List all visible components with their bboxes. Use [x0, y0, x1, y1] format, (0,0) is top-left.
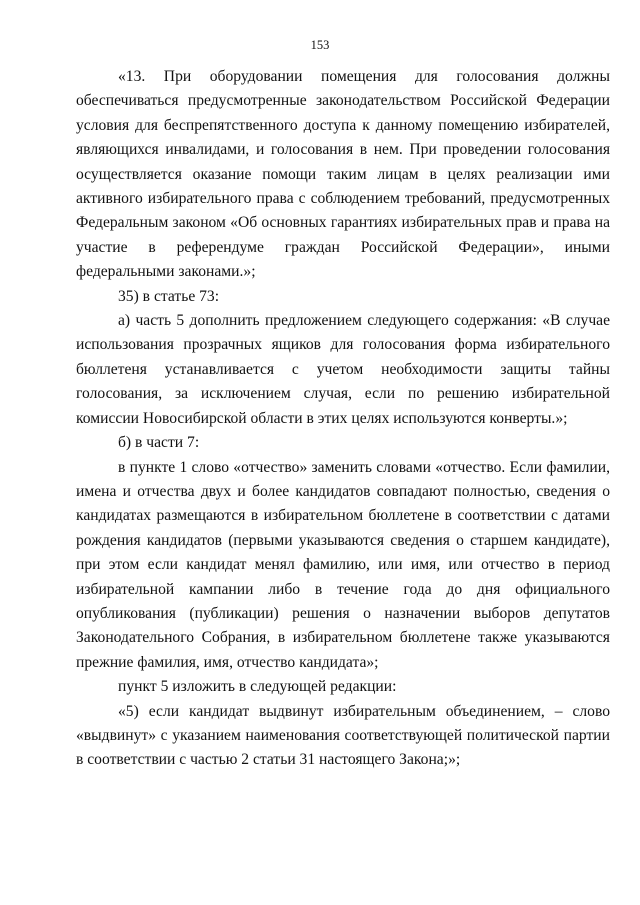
paragraph-point-5-text: «5) если кандидат выдвинут избирательным объединением, – слово «выдвинут» с указанием наименования соответствующей политической партии в соответствии с частью 2 статьи 31 настоящего Закона;»;	[76, 702, 610, 769]
paragraph-subitem-a: а) часть 5 дополнить предложением следующего содержания: «В случае использования прозрачных ящиков для голосования форма избирательного бюллетеня устанавливается с учетом необходимости защиты тайны голосования, за исключением случая, если по решению избирательной комиссии Новосибирской области в этих целях используются конверты.»;	[76, 312, 610, 427]
paragraph-subitem-b-heading: б) в части 7:	[118, 434, 200, 452]
document-body	[76, 65, 610, 773]
page-number: 153	[310, 38, 330, 52]
paragraph-item-13: «13. При оборудовании помещения для голосования должны обеспечиваться предусмотренные законодательством Российской Федерации условия для беспрепятственного доступа к данному помещению избирателей, являющихся инвалидами, и голосования в нем. При проведении голосования осуществляется оказание помощи таким лицам в целях реализации ими активного избирательного права с соблюдением требований, предусмотренных Федеральным законом «Об основных гарантиях избирательных прав и права на участие в референдуме граждан Российской Федерации», иными федеральными законами.»;	[76, 68, 610, 281]
paragraph-point-5-heading: пункт 5 изложить в следующей редакции:	[118, 678, 397, 696]
paragraph-point-1-amendment: в пункте 1 слово «отчество» заменить словами «отчество. Если фамилии, имена и отчества двух и более кандидатов совпадают полностью, сведения о кандидатах размещаются в избирательном бюллетене в соответствии с датами рождения кандидатов (первыми указываются сведения о старшем кандидате), при этом если кандидат менял фамилию, или имя, или отчество в период избирательной кампании либо в течение года до дня официального опубликования (публикации) решения о назначении выборов депутатов Законодательного Собрания, в избирательном бюллетене также указываются прежние фамилия, имя, отчество кандидата»;	[76, 458, 610, 671]
paragraph-item-35-heading: 35) в статье 73:	[118, 287, 220, 305]
